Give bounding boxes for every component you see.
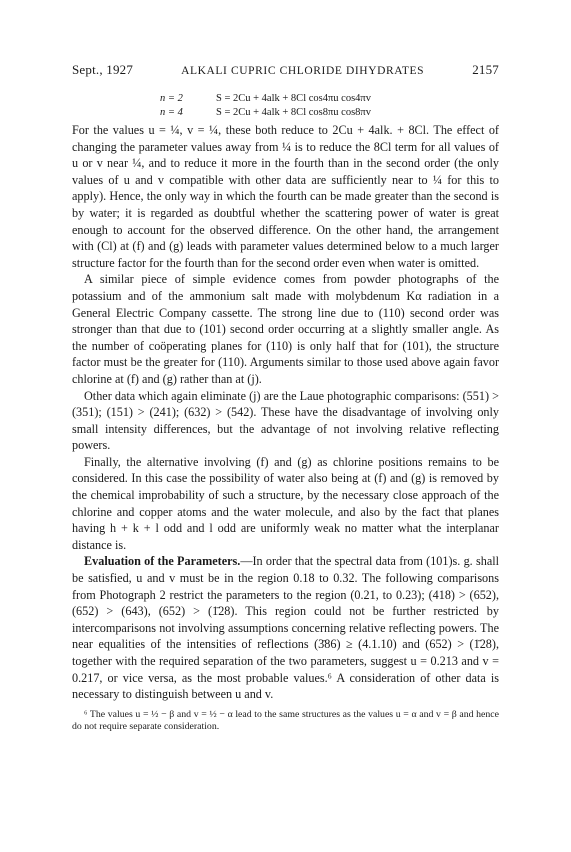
paragraph-text: Other data which again eliminate (j) are the Laue photographic comparisons: (551) > (351); (151) > (241); (632) > (542). These have the disadvantage of involving only small intensity differences, but the advantage of not involving relative reflecting powers. [72, 388, 499, 453]
header-date: Sept., 1927 [72, 62, 134, 77]
paragraph [72, 271, 499, 387]
equation-expression: S = 2Cu + 4alk + 8Cl cos8πu cos8πv [216, 107, 371, 118]
equation-row [160, 92, 499, 106]
running-title: ALKALI CUPRIC CHLORIDE DIHYDRATES [181, 65, 425, 77]
article-body [72, 122, 499, 703]
equation-row [160, 106, 499, 120]
structure-factor-equations [160, 92, 499, 120]
footnote: ⁶ The values u = ½ − β and v = ½ − α lead to the same structures as the values u = α and v = β and hence do not require separate consideration. [72, 708, 499, 733]
paragraph [72, 553, 499, 702]
page-header [72, 62, 499, 78]
paragraph [72, 122, 499, 271]
page-number: 2157 [472, 62, 499, 77]
paragraph-text: —In order that the spectral data from (101)s. g. shall be satisfied, u and v must be in the region 0.18 to 0.32. The following comparisons from Photograph 2 restrict the parameters to the region (0.21, to 0.23); (418) > (652), (652) > (643), (652) > (1̄28). This region could not be further restricted by intercomparisons not involving assumptions concerning relative reflecting powers. The near equalities of the intensities of reflections (3̄86) ≥ (4.1.10) and (652) > (1̄28), together with the required separation of the two parameters, suggest u = 0.213 and v = 0.217, or vice versa, as the most probable values.⁶ A consideration of other data is necessary to distinguish between u and v. [72, 554, 500, 702]
paragraph [72, 388, 499, 454]
equation-order: n = 2 [160, 93, 183, 104]
paragraph-text: For the values u = ¼, v = ¼, these both reduce to 2Cu + 4alk. + 8Cl. The effect of changing the parameter values away from ¼ is to reduce the 8Cl term for all values of u or v near ¼, and to reduce it more in the fourth than in the second order (the only values of u and v compatible with other data are sufficiently near to ¼ for this to apply). Hence, the only way in which the fourth can be made greater than the second is by water; it is regarded as doubtful whether the scattering power of water is great enough to account for the observed difference. On the other hand, the arrangement with (Cl) at (f) and (g) leads with parameter values determined below to a much larger structure factor for the fourth than for the second order even when water is omitted. [72, 123, 499, 270]
section-heading: Evaluation of the Parameters. [84, 554, 241, 569]
paragraph [72, 454, 499, 554]
paragraph-text: Finally, the alternative involving (f) and (g) as chlorine positions remains to be considered. In this case the possibility of water also being at (f) and (g) is removed by the chemical improbability of such a structure, by the necessary close approach of the chlorine and copper atoms and the water molecule, and also by the fact that planes having h + k + l odd and l odd are uniformly weak no matter what the interplanar distance is. [72, 454, 499, 552]
equation-expression: S = 2Cu + 4alk + 8Cl cos4πu cos4πv [216, 93, 371, 104]
paragraph-text: A similar piece of simple evidence comes from powder photographs of the potassium and of the ammonium salt made with molybdenum Kα radiation in a General Electric Company cassette. The strong line due to (110) second order was stronger than that due to (101) second order occurring at a slightly smaller angle. As the number of coöperating planes for (110) is only half that for (101), the structure factor must be the greater for (110). Arguments similar to those used above again favor chlorine at (f) and (g) rather than at (j). [72, 272, 499, 386]
equation-order: n = 4 [160, 107, 183, 118]
